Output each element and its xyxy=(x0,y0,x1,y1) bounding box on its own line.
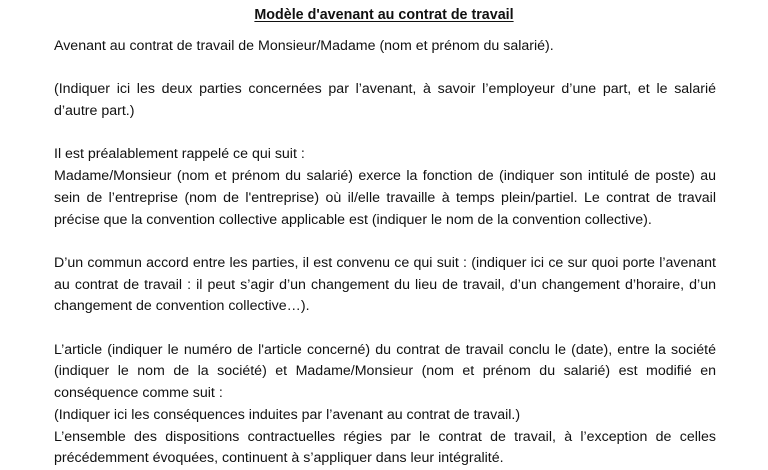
paragraph-spacer xyxy=(54,58,716,80)
recall-heading: Il est préalablement rappelé ce qui suit : xyxy=(54,146,305,163)
intro-paragraph: Avenant au contrat de travail de Monsieur/Madame (nom et prénom du salarié). xyxy=(54,38,554,54)
consequences-note-paragraph: (Indiquer ici les conséquences induites par l’avenant au contrat de travail.) xyxy=(54,406,521,423)
parties-note-paragraph: (Indiquer ici les deux parties concernées par l’avenant, à savoir l’employeur d’une part, et le salarié d’autre part.) xyxy=(54,81,716,120)
recall-body-paragraph: Madame/Monsieur (nom et prénom du salarié) exerce la fonction de (indiquer son intitulé de poste) au sein de l’entreprise (nom de l'entreprise) où il/elle travaille à temps plein/partiel. Le contrat de travail précise que la convention collective applicable est (indiquer le nom de la convention collective). xyxy=(54,168,716,228)
document-body xyxy=(54,36,716,470)
document-title: Modèle d'avenant au contrat de travail xyxy=(254,7,514,23)
closing-paragraph: L’ensemble des dispositions contractuelles régies par le contrat de travail, à l’exception de celles précédemment évoquées, continuent à s’appliquer dans leur intégralité. xyxy=(54,428,716,467)
paragraph-spacer xyxy=(54,231,716,253)
paragraph-spacer xyxy=(54,123,716,145)
paragraph-spacer xyxy=(54,318,716,340)
article-paragraph: L’article (indiquer le numéro de l'article concerné) du contrat de travail conclu le (date), entre la société (indiquer le nom de la société) et Madame/Monsieur (nom et prénom du salarié) est modifié en conséquence comme suit : xyxy=(54,341,716,402)
agreement-paragraph: D’un commun accord entre les parties, il est convenu ce qui suit : (indiquer ici ce sur quoi porte l’avenant au contrat de travail : il peut s’agir d’un changement du lieu de travail, d’un changement d’horaire, d’un changement de convention collective…). xyxy=(54,254,716,315)
